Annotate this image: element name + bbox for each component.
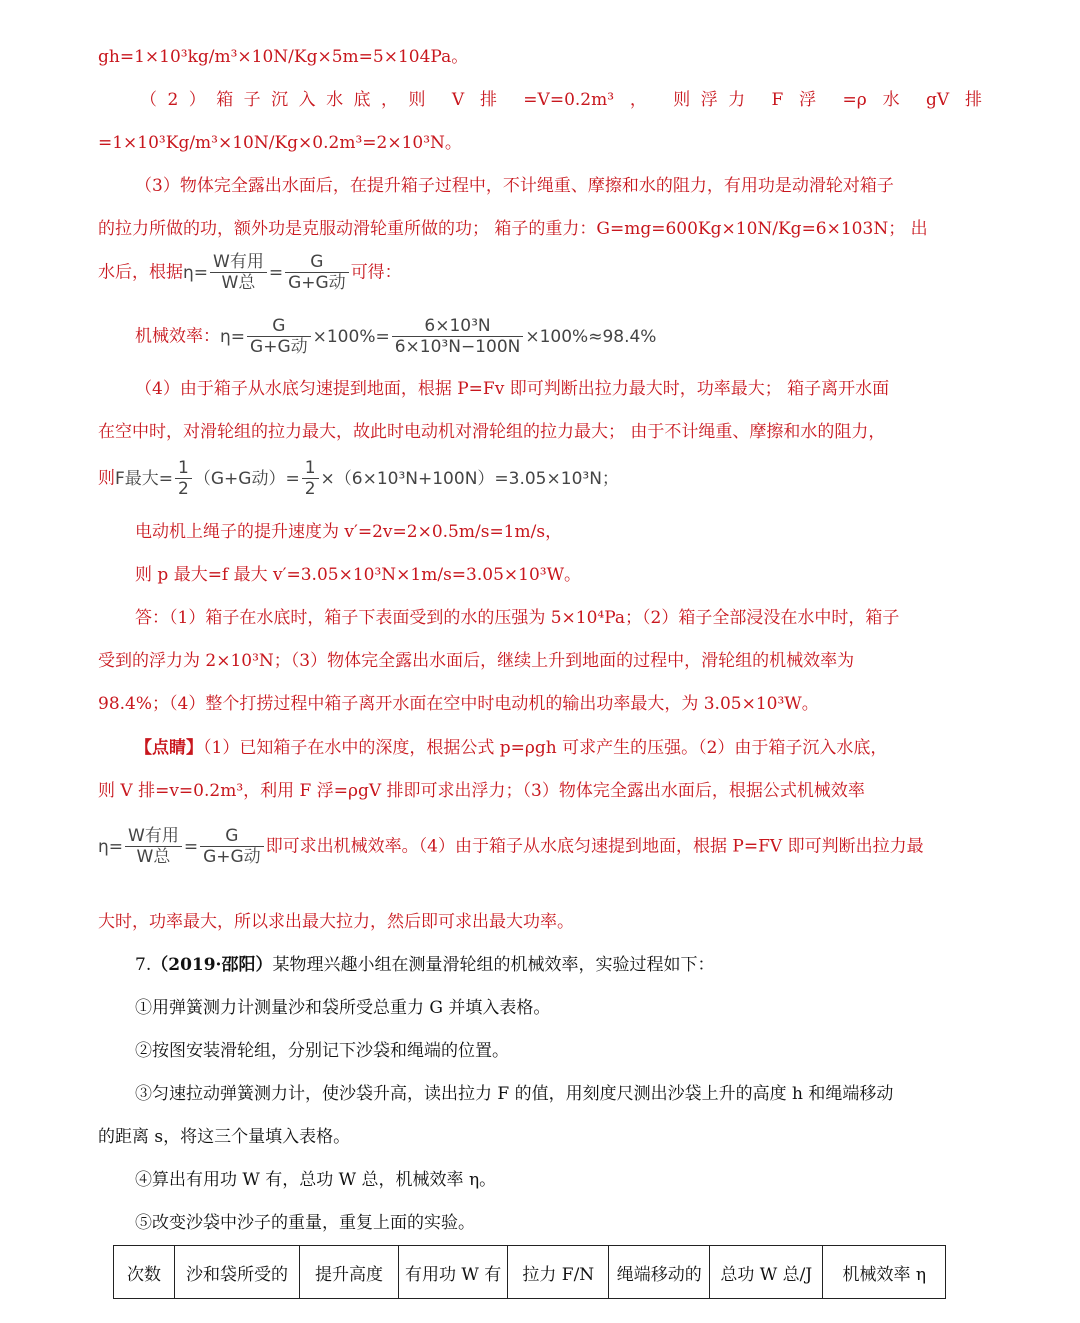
numeric-denominator: 6×10³N−100N bbox=[394, 337, 521, 357]
table-header-cell: 沙和袋所受的 bbox=[175, 1246, 300, 1299]
question-source: （2019·邵阳） bbox=[151, 955, 273, 975]
tip-line-1 bbox=[135, 736, 982, 760]
answer-line-1: 答：（1）箱子在水底时，箱子下表面受到的水的压强为 5×10⁴Pa；（2）箱子全部浸没在水中时，箱子 bbox=[135, 608, 900, 628]
solution-line-7 bbox=[135, 316, 982, 357]
max-force-formula bbox=[115, 458, 619, 499]
weight-g: G bbox=[247, 316, 311, 337]
fraction-work bbox=[125, 826, 182, 867]
solution-line-3: =1×10³Kg/m³×10N/Kg×0.2m³=2×10³N。 bbox=[98, 133, 462, 153]
solution-line-6 bbox=[98, 252, 982, 293]
fraction-weight bbox=[285, 252, 349, 293]
tip-line-2: 则 V 排=v=0.2m³，利用 F 浮=ρgV 排即可求出浮力；（3）物体完全露出水面后，根据公式机械效率 bbox=[98, 781, 865, 801]
total-work: W总 bbox=[136, 847, 171, 867]
line-6-prefix: 水后，根据 bbox=[98, 262, 183, 283]
efficiency-formula-2 bbox=[98, 826, 266, 867]
f-result: ×（6×10³N+100N）=3.05×10³N bbox=[320, 468, 602, 489]
table-header-cell: 绳端移动的 bbox=[609, 1246, 710, 1299]
half-num: 1 bbox=[175, 458, 192, 479]
fraction-work bbox=[210, 252, 267, 293]
solution-line-12: 则 p 最大=f 最大 v′=3.05×10³N×1m/s=3.05×10³W。 bbox=[135, 565, 582, 585]
fraction-weight bbox=[200, 826, 264, 867]
total-work: W总 bbox=[221, 273, 256, 293]
answer-line-2: 受到的浮力为 2×10³N；（3）物体完全露出水面后，继续上升到地面的过程中，滑轮组的机械效率为 bbox=[98, 651, 855, 671]
solution-line-8: （4）由于箱子从水底匀速提到地面，根据 P=Fv 即可判断出拉力最大时，功率最大； 箱子离开水面 bbox=[135, 379, 890, 399]
solution-line-9: 在空中时，对滑轮组的拉力最大，故此时电动机对滑轮组的拉力最大； 由于不计绳重、摩擦和水的阻力， bbox=[98, 422, 886, 442]
step-1: ①用弹簧测力计测量沙和袋所受总重力 G 并填入表格。 bbox=[135, 998, 551, 1018]
half-den: 2 bbox=[178, 479, 189, 499]
weight-sum: G+G动 bbox=[288, 273, 346, 293]
step-3-line-2: 的距离 s，将这三个量填入表格。 bbox=[98, 1127, 351, 1147]
answer-line-3: 98.4%；（4）整个打捞过程中箱子离开水面在空中时电动机的输出功率最大，为 3.05×10³W。 bbox=[98, 694, 819, 714]
numeric-numerator: 6×10³N bbox=[392, 316, 524, 337]
line-10-prefix: 则 bbox=[98, 468, 115, 489]
weight-g: G bbox=[200, 826, 264, 847]
question-text: 某物理兴趣小组在测量滑轮组的机械效率，实验过程如下： bbox=[272, 955, 715, 975]
step-3-line-1: ③匀速拉动弹簧测力计，使沙袋升高，读出拉力 F 的值，用刻度尺测出沙袋上升的高度 h 和绳端移动 bbox=[135, 1084, 894, 1104]
table-header-cell: 提升高度 bbox=[300, 1246, 399, 1299]
half-den: 2 bbox=[304, 479, 316, 499]
eta-symbol: η= bbox=[183, 262, 209, 283]
equals-sign: = bbox=[268, 262, 284, 283]
solution-line-11: 电动机上绳子的提升速度为 v′=2v=2×0.5m/s=1m/s， bbox=[135, 522, 563, 542]
table-header-cell: 机械效率 η bbox=[823, 1246, 946, 1299]
fraction-half-2 bbox=[302, 458, 319, 499]
step-5: ⑤改变沙袋中沙子的重量，重复上面的实验。 bbox=[135, 1213, 475, 1233]
weight-sum: G+G动 bbox=[203, 847, 261, 867]
step-4: ④算出有用功 W 有，总功 W 总，机械效率 η。 bbox=[135, 1170, 497, 1190]
fraction-numeric bbox=[392, 316, 524, 357]
question-number: 7. bbox=[135, 955, 152, 975]
solution-line-2: （2）箱子沉入水底，则 V 排 =V=0.2m³ ， 则浮力 F 浮 =ρ 水 gV 排 bbox=[140, 90, 982, 110]
solution-line-1: gh=1×10³kg/m³×10N/Kg×5m=5×104Pa。 bbox=[98, 47, 469, 67]
fraction-weight bbox=[247, 316, 311, 357]
equals-sign: = bbox=[183, 836, 199, 857]
weight-sum: G+G动 bbox=[250, 337, 308, 357]
solution-line-5: 的拉力所做的功，额外功是克服动滑轮重所做的功； 箱子的重力：G=mg=600Kg×10N/Kg=6×103N； 出 bbox=[98, 219, 928, 239]
efficiency-formula bbox=[183, 252, 351, 293]
tip-text-3: 即可求出机械效率。（4）由于箱子从水底匀速提到地面，根据 P=FV 即可判断出拉力最 bbox=[265, 836, 924, 857]
tip-text-1: （1）已知箱子在水中的深度，根据公式 p=ρgh 可求产生的压强。（2）由于箱子沉入水底， bbox=[203, 738, 888, 758]
f-sum: （G+G动）= bbox=[193, 468, 300, 489]
tip-tag: 【点睛】 bbox=[135, 738, 203, 758]
useful-work: W有用 bbox=[125, 826, 182, 847]
half-num: 1 bbox=[302, 458, 319, 479]
table-header-cell: 次数 bbox=[114, 1246, 175, 1299]
data-table bbox=[113, 1245, 946, 1299]
solution-line-4: （3）物体完全露出水面后，在提升箱子过程中，不计绳重、摩擦和水的阻力，有用功是动滑轮对箱子 bbox=[135, 176, 894, 196]
line-6-suffix: 可得： bbox=[350, 262, 402, 283]
percent-eq: ×100%= bbox=[312, 326, 390, 347]
weight-g: G bbox=[285, 252, 349, 273]
semicolon: ； bbox=[601, 468, 619, 489]
solution-line-10 bbox=[98, 458, 982, 499]
tip-line-4: 大时，功率最大，所以求出最大拉力，然后即可求出最大功率。 bbox=[98, 912, 574, 932]
eta-symbol: η= bbox=[220, 326, 246, 347]
useful-work: W有用 bbox=[210, 252, 267, 273]
tip-line-3 bbox=[98, 826, 982, 867]
fraction-half bbox=[175, 458, 192, 499]
line-7-prefix: 机械效率： bbox=[135, 326, 220, 347]
table-header-row bbox=[114, 1246, 946, 1299]
efficiency-result: ×100%≈98.4% bbox=[525, 326, 657, 347]
table-header-cell: 拉力 F/N bbox=[508, 1246, 609, 1299]
question-7-stem bbox=[135, 953, 982, 977]
efficiency-calc bbox=[220, 316, 657, 357]
eta-symbol: η= bbox=[98, 836, 124, 857]
f-max: F最大= bbox=[115, 468, 174, 489]
step-2: ②按图安装滑轮组，分别记下沙袋和绳端的位置。 bbox=[135, 1041, 509, 1061]
table-header-cell: 总功 W 总/J bbox=[710, 1246, 823, 1299]
table-header-cell: 有用功 W 有 bbox=[399, 1246, 508, 1299]
